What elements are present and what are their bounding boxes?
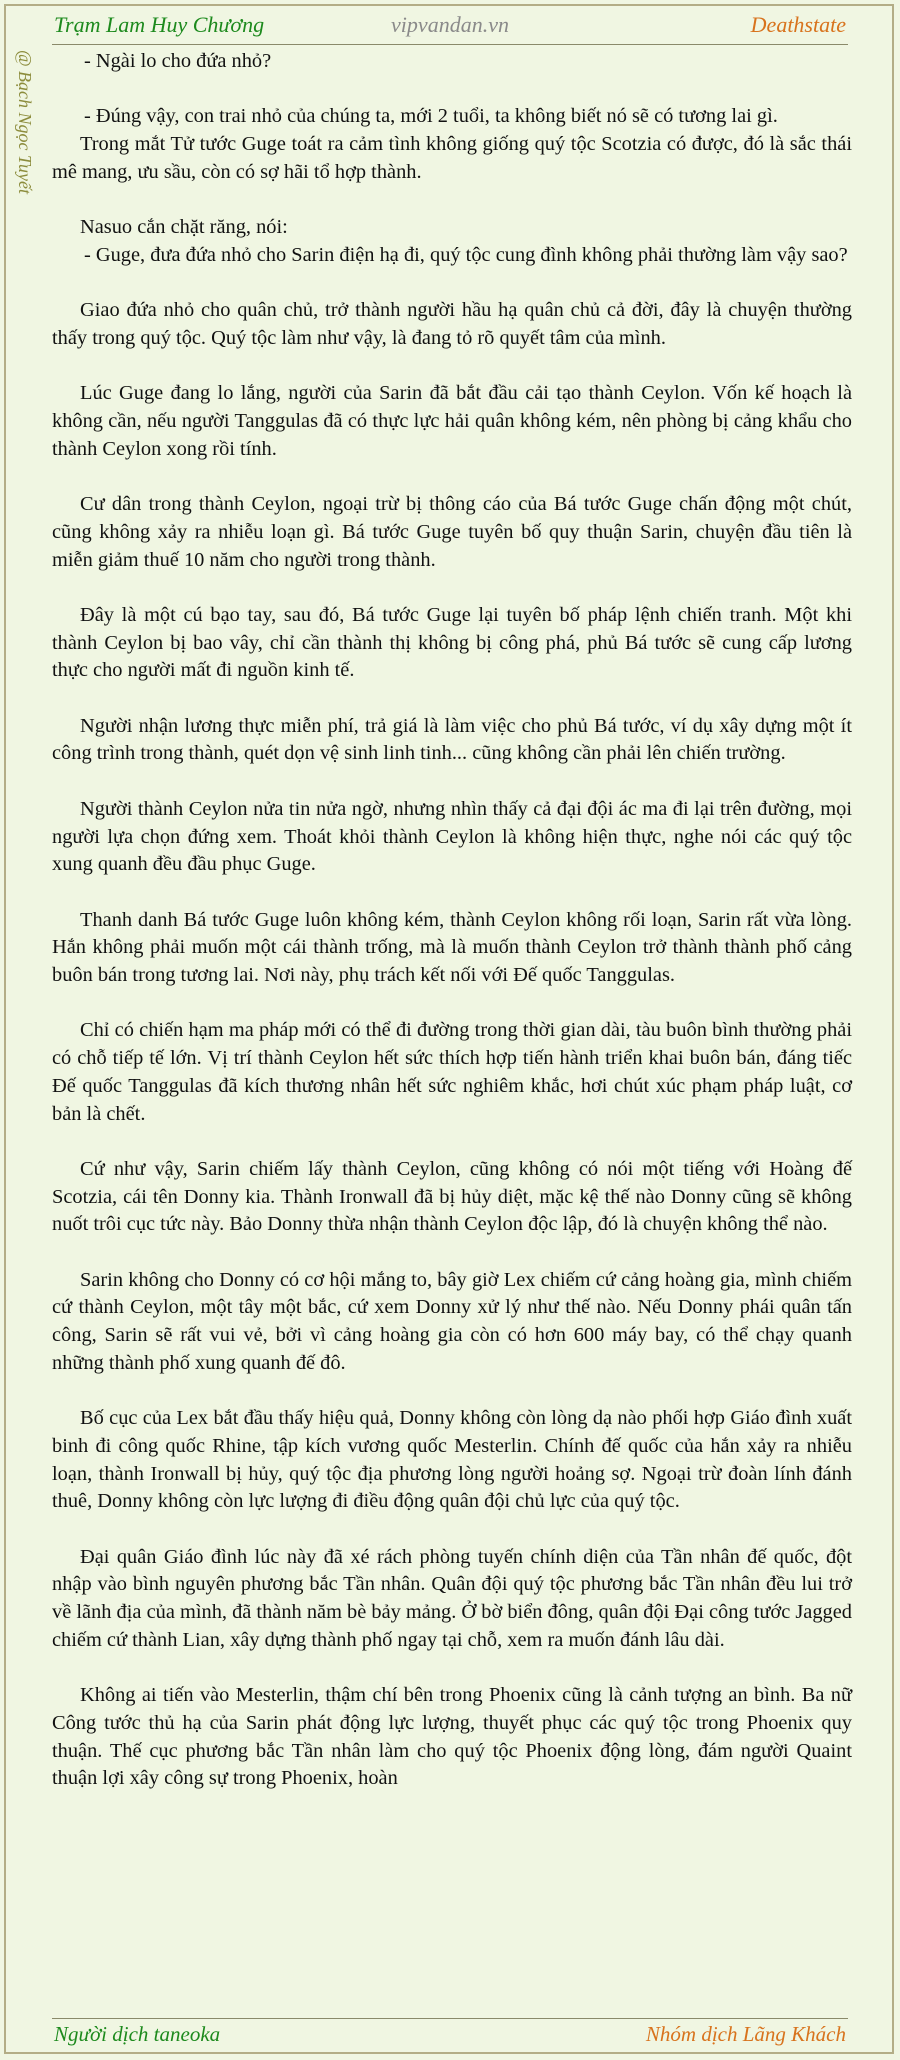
- paragraph: - Ngài lo cho đứa nhỏ?: [84, 50, 272, 72]
- header-novel-title: Deathstate: [750, 12, 846, 37]
- paragraph: Nasuo cắn chặt răng, nói:: [80, 216, 288, 239]
- page-header: [52, 8, 848, 45]
- paragraph: Đại quân Giáo đình lúc này đã xé rách phòng tuyến chính diện của Tần nhân đế quốc, đột nhập vào bình nguyên phương bắc Tần nhân. Quân đội quý tộc phương bắc Tần nhân đều lui trở về lãnh địa của mình, đã thành năm bè bảy mảng. Ở bờ biển đông, quân đội Đại công tước Jagged chiếm cứ thành Lian, xây dựng thành phố ngay tại chỗ, xem ra muốn đánh lâu dài.: [52, 1545, 852, 1651]
- footer-translator: Người dịch taneoka: [54, 2022, 221, 2046]
- paragraph: Đây là một cú bạo tay, sau đó, Bá tước Guge lại tuyên bố pháp lệnh chiến tranh. Một khi thành Ceylon bị bao vây, chỉ cần thành thị không bị công phá, phủ Bá tước sẽ cung cấp lương thực cho người mất đi nguồn kinh tế.: [52, 603, 852, 682]
- paragraph: Lúc Guge đang lo lắng, người của Sarin đã bắt đầu cải tạo thành Ceylon. Vốn kế hoạch là không cần, nếu người Tanggulas đã có thực lực hải quân không kém, nên phòng bị cảng khẩu cho thành Ceylon xong rồi tính.: [52, 382, 852, 460]
- page-footer: [52, 2018, 848, 2055]
- paragraph: Giao đứa nhỏ cho quân chủ, trở thành người hầu hạ quân chủ cả đời, đây là chuyện thường thấy trong quý tộc. Quý tộc làm như vậy, là đang tỏ rõ quyết tâm của mình.: [52, 299, 852, 349]
- paragraph: Trong mắt Tử tước Guge toát ra cảm tình không giống quý tộc Scotzia có được, đó là sắc thái mê mang, ưu sầu, còn có sợ hãi tổ hợp thành.: [52, 133, 852, 183]
- paragraph: - Guge, đưa đứa nhỏ cho Sarin điện hạ đi, quý tộc cung đình không phải thường làm vậy sao?: [84, 243, 848, 266]
- chapter-text: [52, 48, 852, 1793]
- paragraph: Thanh danh Bá tước Guge luôn không kém, thành Ceylon không rối loạn, Sarin rất vừa lòng. Hắn không phải muốn một cái thành trống, mà là muốn thành Ceylon trở thành thành phố cảng buôn bán trong tương lai. Nơi này, phụ trách kết nối với Đế quốc Tanggulas.: [52, 908, 852, 987]
- footer-group: Nhóm dịch Lãng Khách: [645, 2022, 846, 2046]
- paragraph: Cứ như vậy, Sarin chiếm lấy thành Ceylon, cũng không có nói một tiếng với Hoàng đế Scotzia, cái tên Donny kia. Thành Ironwall đã bị hủy diệt, mặc kệ thế nào Donny cũng sẽ không nuốt trôi cục tức này. Bảo Donny thừa nhận thành Ceylon độc lập, đó là chuyện không thể nào.: [52, 1157, 852, 1236]
- header-site: vipvandan.vn: [391, 12, 509, 37]
- paragraph: Cư dân trong thành Ceylon, ngoại trừ bị thông cáo của Bá tước Guge chấn động một chút, cũng không xảy ra nhiễu loạn gì. Bá tước Guge tuyên bố quy thuận Sarin, chuyện đầu tiên là miễn giảm thuế 10 năm cho người trong thành.: [52, 493, 852, 571]
- paragraph: Không ai tiến vào Mesterlin, thậm chí bên trong Phoenix cũng là cảnh tượng an bình. Ba nữ Công tước thủ hạ của Sarin phát động lực lượng, thuyết phục các quý tộc trong Phoenix quy thuận. Thế cục phương bắc Tần nhân làm cho quý tộc Phoenix động lòng, đám người Quaint thuận lợi xây công sự trong Phoenix, hoàn: [52, 1684, 852, 1790]
- side-credit-text: @ Bạch Ngọc Tuyết: [15, 50, 35, 195]
- paragraph: Bố cục của Lex bắt đầu thấy hiệu quả, Donny không còn lòng dạ nào phối hợp Giáo đình xuất binh đi công quốc Rhine, tập kích vương quốc Mesterlin. Chính đế quốc của hắn xảy ra nhiễu loạn, thành Ironwall bị hủy, quý tộc địa phương lòng người hoảng sợ. Ngoại trừ đoàn lính đánh thuê, Donny không còn lực lượng đi điều động quân đội chủ lực của quý tộc.: [52, 1407, 852, 1513]
- paragraph: Sarin không cho Donny có cơ hội mắng to, bây giờ Lex chiếm cứ cảng hoàng gia, mình chiếm cứ thành Ceylon, một tây một bắc, cứ xem Donny xử lý như thế nào. Nếu Donny phái quân tấn công, Sarin sẽ rất vui vẻ, bởi vì cảng hoàng gia còn có hơn 600 máy bay, có thể chạy quanh những thành phố xung quanh đế đô.: [52, 1268, 852, 1374]
- paragraph: Người nhận lương thực miễn phí, trả giá là làm việc cho phủ Bá tước, ví dụ xây dựng một ít công trình trong thành, quét dọn vệ sinh linh tinh... cũng không cần phải lên chiến trường.: [52, 714, 852, 765]
- header-book-title: Trạm Lam Huy Chương: [54, 12, 265, 37]
- paragraph: Người thành Ceylon nửa tin nửa ngờ, nhưng nhìn thấy cả đại đội ác ma đi lại trên đường, mọi người lựa chọn đứng xem. Thoát khỏi thành Ceylon là không hiện thực, nghe nói các quý tộc xung quanh đều đầu phục Guge.: [52, 797, 852, 876]
- side-credit: [14, 50, 38, 260]
- paragraph: Chỉ có chiến hạm ma pháp mới có thể đi đường trong thời gian dài, tàu buôn bình thường phải có chỗ tiếp tế lớn. Vị trí thành Ceylon hết sức thích hợp tiến hành triển khai buôn bán, đáng tiếc Đế quốc Tanggulas đã kích thương nhân hết sức nghiêm khắc, hơi chút xúc phạm pháp luật, cơ bản là chết.: [52, 1019, 852, 1125]
- paragraph: - Đúng vậy, con trai nhỏ của chúng ta, mới 2 tuổi, ta không biết nó sẽ có tương lai gì.: [84, 105, 778, 128]
